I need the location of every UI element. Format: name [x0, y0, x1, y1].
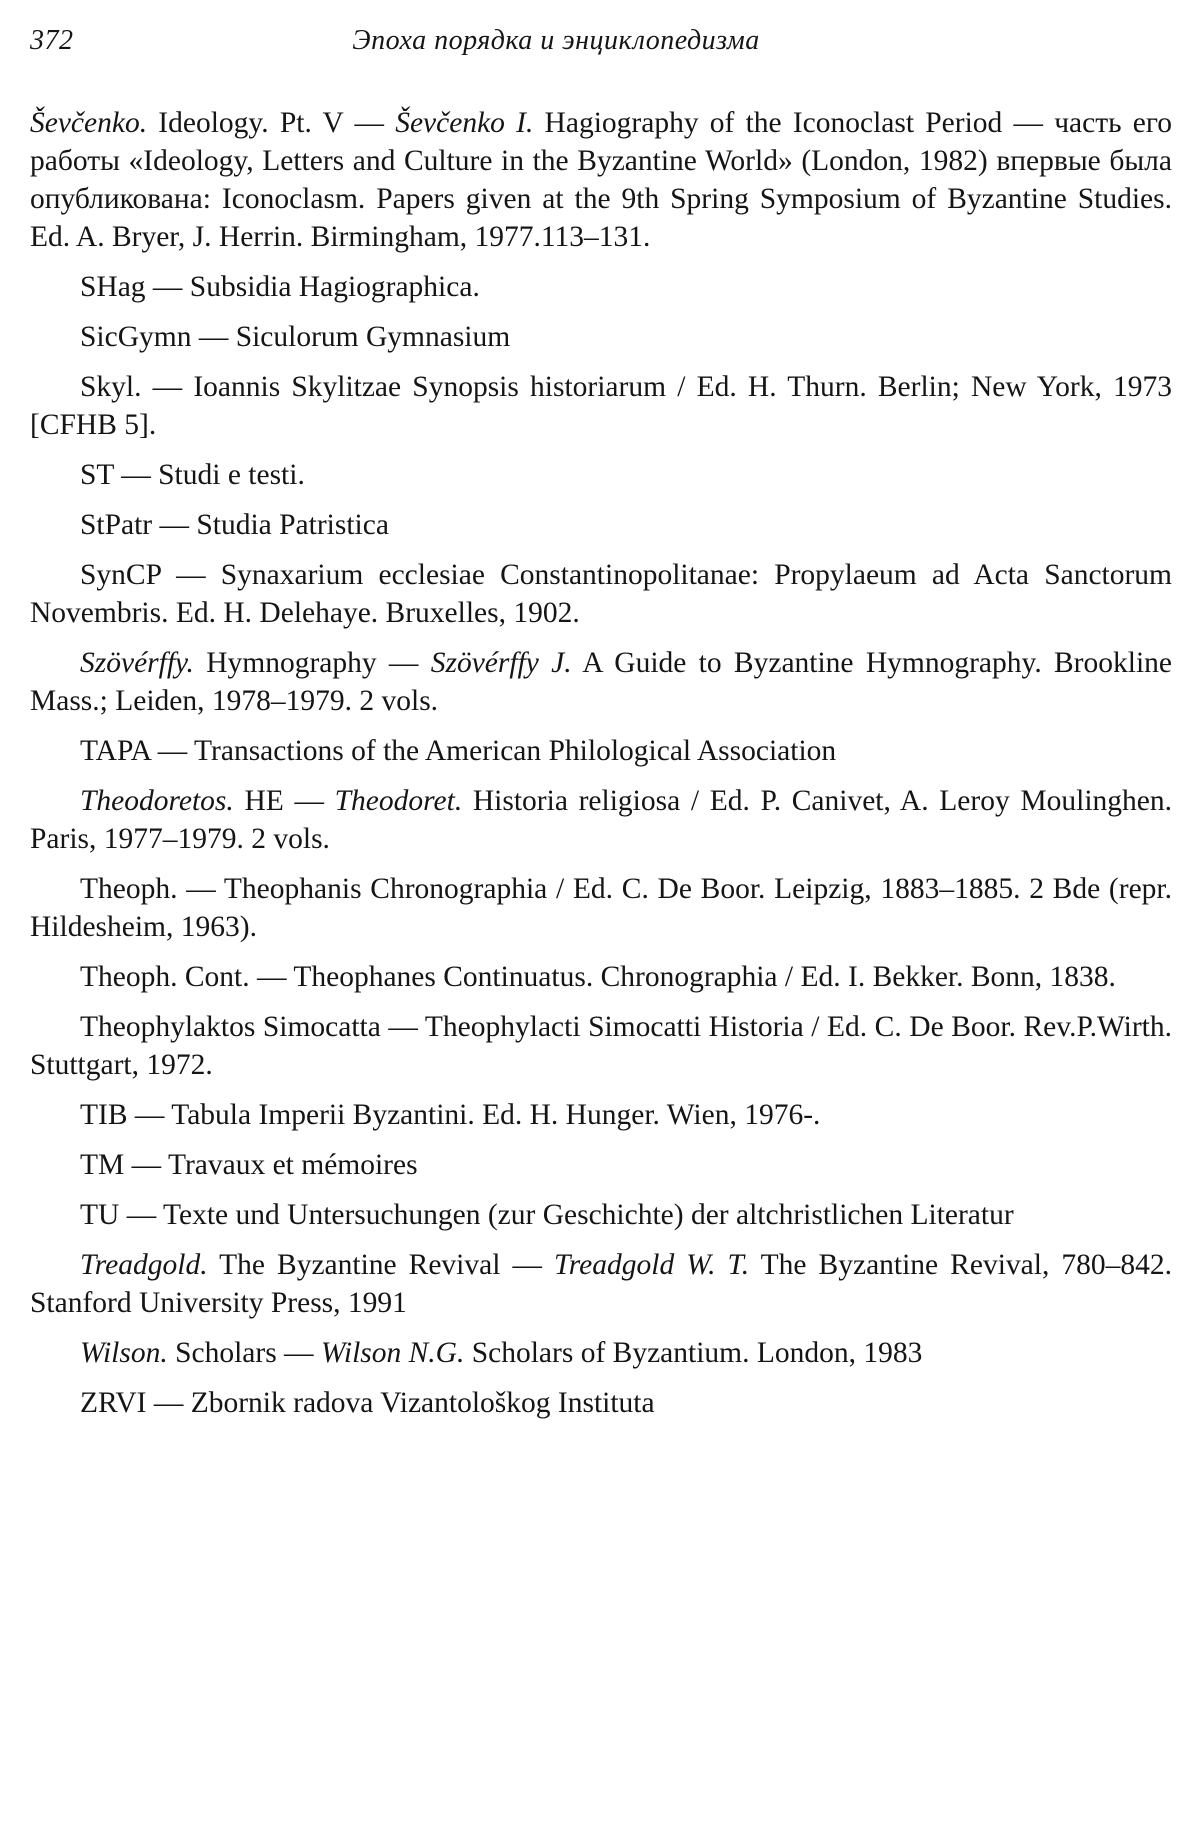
entry-ref-author-italic: Szövérffy J. [430, 647, 572, 679]
entry-key-italic: Ševčenko. [30, 107, 148, 139]
abbreviation-entry [30, 782, 1172, 858]
abbreviation-entry [30, 958, 1172, 996]
abbreviation-entry [30, 506, 1172, 544]
entry-text: TAPA — Transactions of the American Philological Association [80, 735, 837, 767]
entry-text: StPatr — Studia Patristica [80, 509, 389, 541]
entry-text: ST — Studi e testi. [80, 459, 305, 491]
entry-key-italic: Szövérffy. [80, 647, 194, 679]
abbreviations-list [30, 104, 1172, 1422]
abbreviation-entry [30, 456, 1172, 494]
entry-text: Scholars of Byzantium. London, 1983 [464, 1337, 923, 1369]
entry-text: Hagiography of the Iconoclast Period — часть его работы «Ideology, Letters and Culture in the Byzantine World» (London, 1982) впервые была опубликована: Iconoclasm. Papers given at the 9th Spring Symposium of Byzantine Studies. Ed. A. Bryer, J. Herrin. Birmingham, 1977.113–131. [30, 107, 1172, 253]
entry-text: Skyl. — Ioannis Skylitzae Synopsis historiarum / Ed. H. Thurn. Berlin; New York, 1973 [CFHB 5]. [30, 371, 1172, 441]
entry-ref-author-italic: Treadgold W. T. [554, 1249, 750, 1281]
abbreviation-entry [30, 1196, 1172, 1234]
entry-text: SHag — Subsidia Hagiographica. [80, 271, 480, 303]
entry-text: SynCP — Synaxarium ecclesiae Constantinopolitanae: Propylaeum ad Acta Sanctorum Novembris. Ed. H. Delehaye. Bruxelles, 1902. [30, 559, 1172, 629]
entry-text: Theophylaktos Simocatta — Theophylacti Simocatti Historia / Ed. C. De Boor. Rev.P.Wirth. Stuttgart, 1972. [30, 1011, 1172, 1081]
abbreviation-entry [30, 1096, 1172, 1134]
entry-key-italic: Theodoretos. [80, 785, 234, 817]
entry-text: Theoph. Cont. — Theophanes Continuatus. Chronographia / Ed. I. Bekker. Bonn, 1838. [80, 961, 1116, 993]
abbreviation-entry [30, 1384, 1172, 1422]
abbreviation-entry [30, 104, 1172, 256]
abbreviation-entry [30, 870, 1172, 946]
running-head [30, 22, 1172, 62]
entry-key-italic: Wilson. [80, 1337, 168, 1369]
abbreviation-entry [30, 268, 1172, 306]
abbreviation-entry [30, 732, 1172, 770]
entry-text: Theoph. — Theophanis Chronographia / Ed. C. De Boor. Leipzig, 1883–1885. 2 Bde (repr. Hildesheim, 1963). [30, 873, 1172, 943]
entry-key-italic: Treadgold. [80, 1249, 208, 1281]
entry-ref-author-italic: Ševčenko I. [395, 107, 534, 139]
entry-text: ZRVI — Zbornik radova Vizantološkog Instituta [80, 1387, 655, 1419]
entry-key-rest: Scholars — [167, 1337, 321, 1369]
page-number: 372 [30, 25, 74, 56]
entry-key-rest: Ideology. Pt. V — [147, 107, 396, 139]
running-title: Эпоха порядка и энциклопедизма [352, 25, 760, 56]
entry-text: SicGymn — Siculorum Gymnasium [80, 321, 511, 353]
entry-text: TIB — Tabula Imperii Byzantini. Ed. H. Hunger. Wien, 1976-. [80, 1099, 821, 1131]
entry-text: TU — Texte und Untersuchungen (zur Geschichte) der altchristlichen Literatur [80, 1199, 1014, 1231]
entry-text: TM — Travaux et mémoires [80, 1149, 418, 1181]
abbreviation-entry [30, 1146, 1172, 1184]
abbreviation-entry [30, 368, 1172, 444]
entry-key-rest: The Byzantine Revival — [207, 1249, 554, 1281]
entry-text: A Guide to Byzantine Hymnography. Brookline Mass.; Leiden, 1978–1979. 2 vols. [30, 647, 1172, 717]
entry-key-rest: Hymnography — [193, 647, 431, 679]
entry-ref-author-italic: Wilson N.G. [320, 1337, 465, 1369]
entry-text: Historia religiosa / Ed. P. Canivet, A. Leroy Moulinghen. Paris, 1977–1979. 2 vols. [30, 785, 1172, 855]
abbreviation-entry [30, 1246, 1172, 1322]
abbreviation-entry [30, 556, 1172, 632]
abbreviation-entry [30, 318, 1172, 356]
abbreviation-entry [30, 1008, 1172, 1084]
entry-key-rest: HE — [233, 785, 335, 817]
entry-text: The Byzantine Revival, 780–842. Stanford University Press, 1991 [30, 1249, 1172, 1319]
entry-ref-author-italic: Theodoret. [334, 785, 463, 817]
abbreviation-entry [30, 644, 1172, 720]
abbreviation-entry [30, 1334, 1172, 1372]
